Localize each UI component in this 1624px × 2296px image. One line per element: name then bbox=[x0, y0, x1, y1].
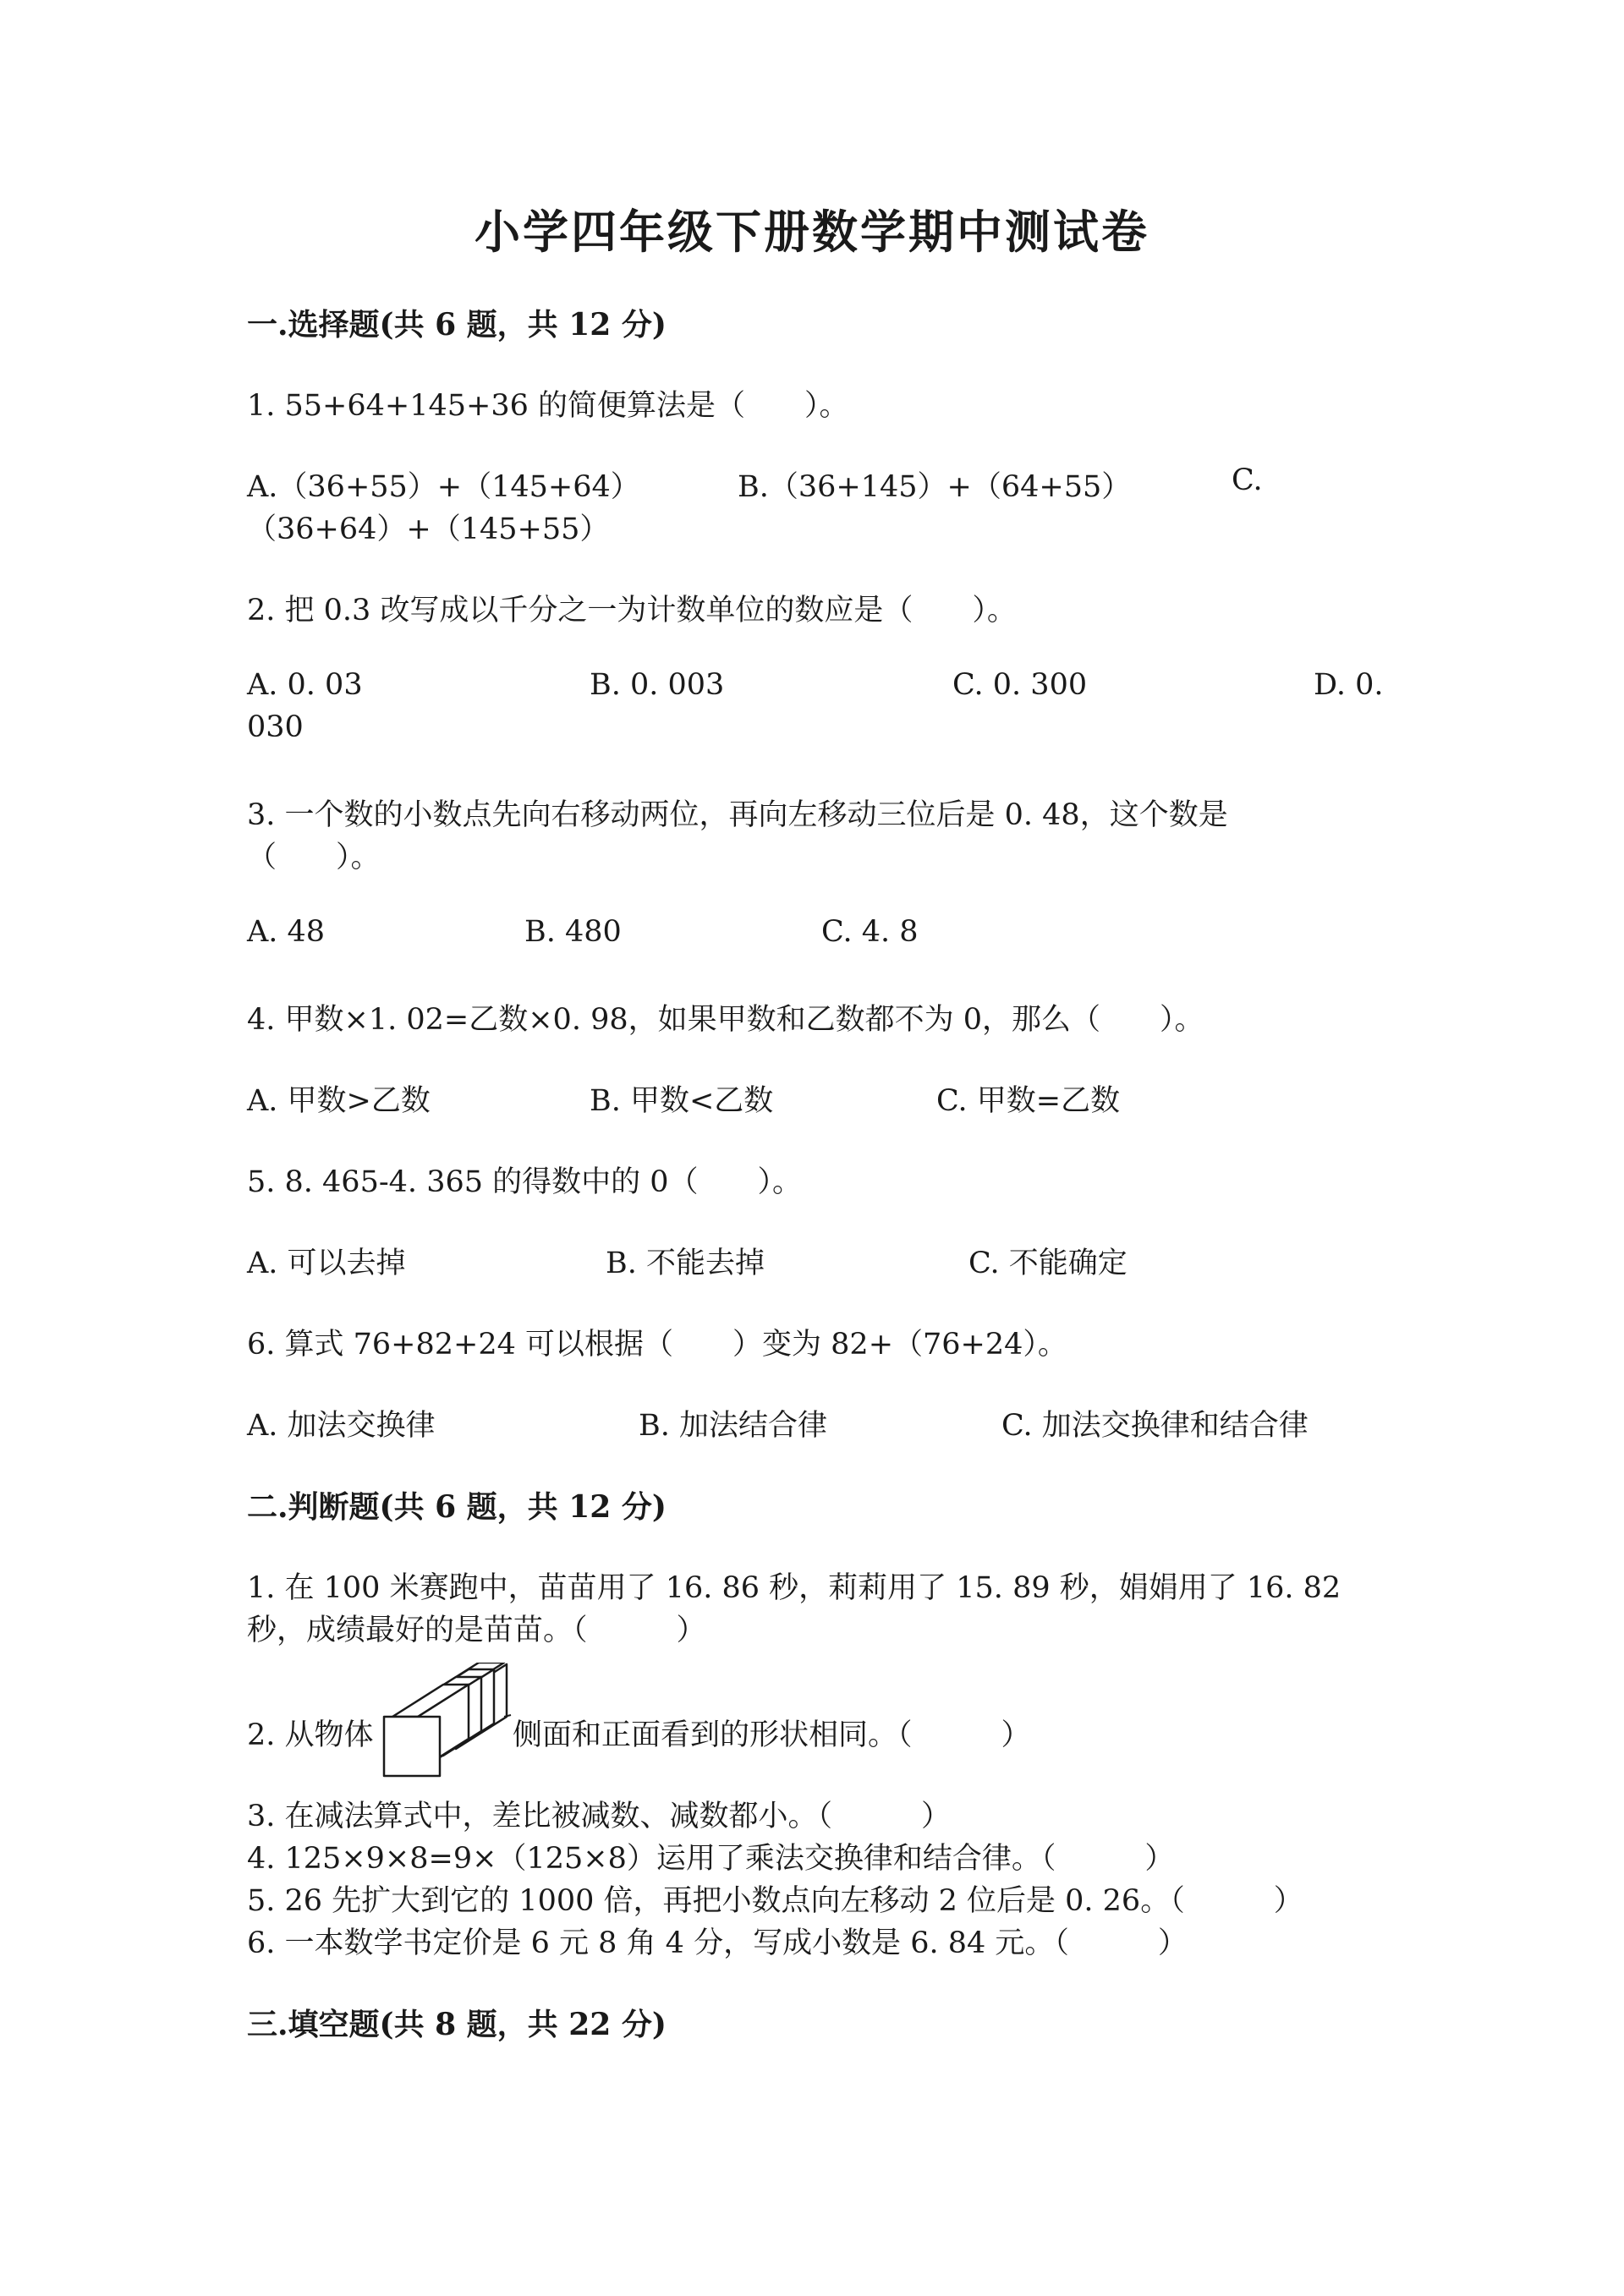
judge-1-line-1: 1. 在 100 米赛跑中，苗苗用了 16. 86 秒，莉莉用了 15. 89 秒，娟娟用了 16. 82 bbox=[247, 1571, 1341, 1605]
section-heading-choice: 一.选择题(共 6 题，共 12 分) bbox=[247, 307, 667, 342]
question-3-option-b: B. 480 bbox=[524, 915, 622, 949]
cube-stack-figure bbox=[382, 1663, 514, 1779]
section-heading-judge: 二.判断题(共 6 题，共 12 分) bbox=[247, 1489, 667, 1525]
question-2-stem: 2. 把 0.3 改写成以千分之一为计数单位的数应是（ ）。 bbox=[247, 594, 1017, 627]
judge-5: 5. 26 先扩大到它的 1000 倍，再把小数点向左移动 2 位后是 0. 26。（ ） bbox=[247, 1884, 1303, 1918]
question-1-option-b: B.（36+145）+（64+55） bbox=[738, 470, 1132, 504]
question-6-option-a: A. 加法交换律 bbox=[247, 1409, 436, 1443]
question-6-option-c: C. 加法交换律和结合律 bbox=[1001, 1409, 1309, 1443]
question-3-option-a: A. 48 bbox=[247, 915, 326, 949]
question-2-option-b: B. 0. 003 bbox=[590, 668, 725, 702]
question-2-option-c: C. 0. 300 bbox=[952, 668, 1088, 702]
question-3-stem: 3. 一个数的小数点先向右移动两位，再向左移动三位后是 0. 48，这个数是 bbox=[247, 798, 1228, 832]
page-title: 小学四年级下册数学期中测试卷 bbox=[475, 205, 1149, 259]
question-3-option-c: C. 4. 8 bbox=[821, 915, 919, 949]
judge-2-suffix: 侧面和正面看到的形状相同。（ ） bbox=[513, 1718, 1031, 1752]
question-1-option-c-text: （36+64）+（145+55） bbox=[247, 512, 610, 546]
question-3-stem-cont: （ ）。 bbox=[247, 841, 381, 874]
question-2-option-a: A. 0. 03 bbox=[247, 668, 363, 702]
judge-4: 4. 125×9×8=9×（125×8）运用了乘法交换律和结合律。（ ） bbox=[247, 1842, 1175, 1876]
question-5-option-c: C. 不能确定 bbox=[968, 1247, 1127, 1280]
question-5-option-b: B. 不能去掉 bbox=[606, 1247, 765, 1280]
question-5-stem: 5. 8. 465-4. 365 的得数中的 0（ ）。 bbox=[247, 1165, 803, 1199]
question-4-option-c: C. 甲数=乙数 bbox=[936, 1084, 1121, 1118]
question-1-stem: 1. 55+64+145+36 的简便算法是（ ）。 bbox=[247, 389, 849, 423]
question-2-option-d: D. 0. bbox=[1314, 668, 1384, 702]
question-5-option-a: A. 可以去掉 bbox=[247, 1247, 406, 1280]
section-heading-fill: 三.填空题(共 8 题，共 22 分) bbox=[247, 2007, 667, 2042]
question-1-option-a: A.（36+55）+（145+64） bbox=[247, 470, 640, 504]
question-2-option-d-cont: 030 bbox=[247, 710, 304, 744]
judge-1-line-2: 秒，成绩最好的是苗苗。（ ） bbox=[247, 1614, 706, 1647]
cube-front-face bbox=[384, 1717, 440, 1776]
question-6-option-b: B. 加法结合律 bbox=[639, 1409, 827, 1443]
question-4-stem: 4. 甲数×1. 02=乙数×0. 98，如果甲数和乙数都不为 0，那么（ ）。 bbox=[247, 1003, 1204, 1037]
judge-3: 3. 在减法算式中，差比被减数、减数都小。（ ） bbox=[247, 1800, 952, 1833]
question-1-option-c: C. bbox=[1232, 463, 1263, 497]
judge-6: 6. 一本数学书定价是 6 元 8 角 4 分，写成小数是 6. 84 元。（ ） bbox=[247, 1926, 1188, 1960]
question-6-stem: 6. 算式 76+82+24 可以根据（ ）变为 82+（76+24）。 bbox=[247, 1328, 1067, 1362]
question-4-option-b: B. 甲数<乙数 bbox=[590, 1084, 774, 1118]
judge-2-prefix: 2. 从物体 bbox=[247, 1718, 374, 1752]
question-4-option-a: A. 甲数>乙数 bbox=[247, 1084, 431, 1118]
